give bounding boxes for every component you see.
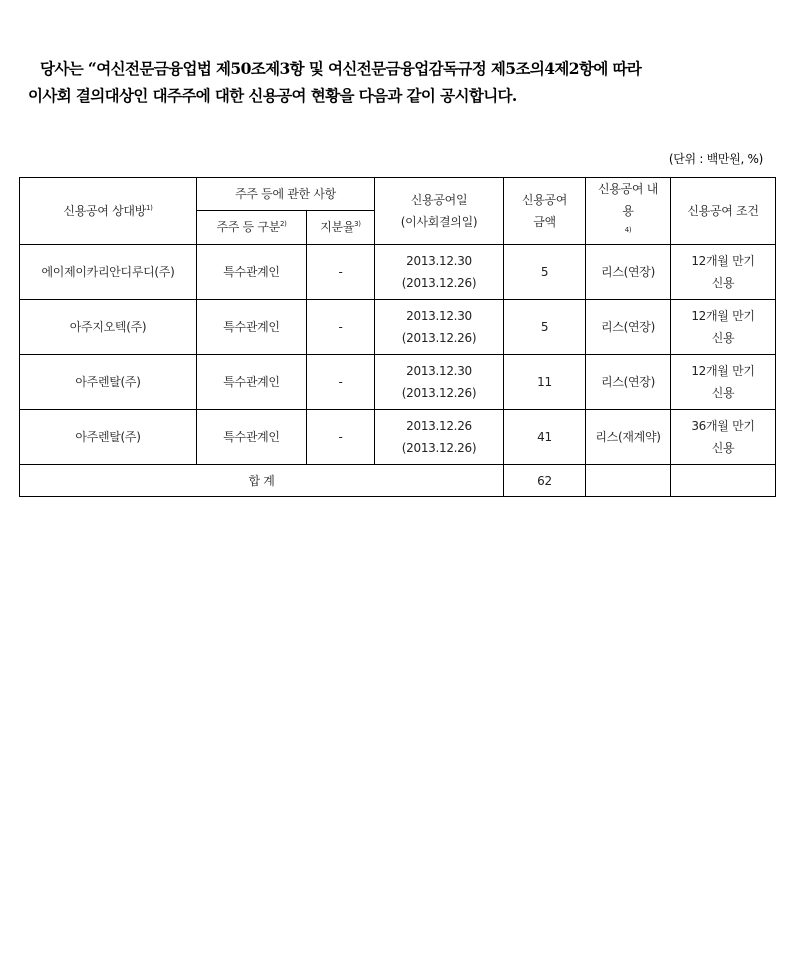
intro-line-2: 이사회 결의대상인 대주주에 대한 신용공여 현황을 다음과 같이 공시합니다. [28, 86, 517, 105]
credit-table [19, 177, 776, 497]
disclosure-intro [28, 55, 768, 109]
total-empty-content [586, 465, 671, 497]
total-amount: 62 [504, 465, 586, 497]
cell-share: - [307, 245, 375, 300]
header-date: 신용공여일 (이사회결의일) [375, 178, 504, 245]
cell-date: 2013.12.30 (2013.12.26) [375, 245, 504, 300]
cell-share: - [307, 410, 375, 465]
cell-amount: 5 [504, 245, 586, 300]
cell-date: 2013.12.26 (2013.12.26) [375, 410, 504, 465]
table-row [20, 300, 776, 355]
cell-content: 리스(연장) [586, 300, 671, 355]
cell-share: - [307, 355, 375, 410]
cell-terms: 36개월 만기 신용 [671, 410, 776, 465]
cell-date: 2013.12.30 (2013.12.26) [375, 355, 504, 410]
cell-terms: 12개월 만기 신용 [671, 245, 776, 300]
cell-date: 2013.12.30 (2013.12.26) [375, 300, 504, 355]
total-row [20, 465, 776, 497]
cell-party: 아주렌탈(주) [20, 410, 197, 465]
total-empty-terms [671, 465, 776, 497]
cell-share: - [307, 300, 375, 355]
cell-party: 아주렌탈(주) [20, 355, 197, 410]
cell-type: 특수관계인 [197, 410, 307, 465]
header-terms: 신용공여 조건 [671, 178, 776, 245]
cell-terms: 12개월 만기 신용 [671, 355, 776, 410]
header-shareholder-type: 주주 등 구분$^{2)}$ [197, 210, 307, 244]
table-row [20, 410, 776, 465]
header-counterparty: 신용공여 상대방$^{1)}$ [20, 178, 197, 245]
cell-type: 특수관계인 [197, 300, 307, 355]
header-ownership: 지분율$^{3)}$ [307, 210, 375, 244]
header-row-1 [20, 178, 776, 211]
total-label: 합 계 [20, 465, 504, 497]
header-amount: 신용공여 금액 [504, 178, 586, 245]
unit-note: (단위 : 백만원, %) [668, 152, 763, 166]
cell-amount: 41 [504, 410, 586, 465]
cell-terms: 12개월 만기 신용 [671, 300, 776, 355]
intro-line-1: 당사는 “여신전문금융업법 제50조제3항 및 여신전문금융업감독규정 제5조의4제2항에 따라 [40, 59, 642, 78]
cell-amount: 5 [504, 300, 586, 355]
cell-content: 리스(재계약) [586, 410, 671, 465]
cell-type: 특수관계인 [197, 245, 307, 300]
cell-party: 에이제이카리안디루디(주) [20, 245, 197, 300]
cell-content: 리스(연장) [586, 355, 671, 410]
table-row [20, 355, 776, 410]
cell-content: 리스(연장) [586, 245, 671, 300]
header-shareholder-group: 주주 등에 관한 사항 [197, 178, 375, 211]
cell-amount: 11 [504, 355, 586, 410]
cell-type: 특수관계인 [197, 355, 307, 410]
cell-party: 아주지오텍(주) [20, 300, 197, 355]
table-row [20, 245, 776, 300]
header-content: 신용공여 내 용 $^{4)}$ [586, 178, 671, 245]
